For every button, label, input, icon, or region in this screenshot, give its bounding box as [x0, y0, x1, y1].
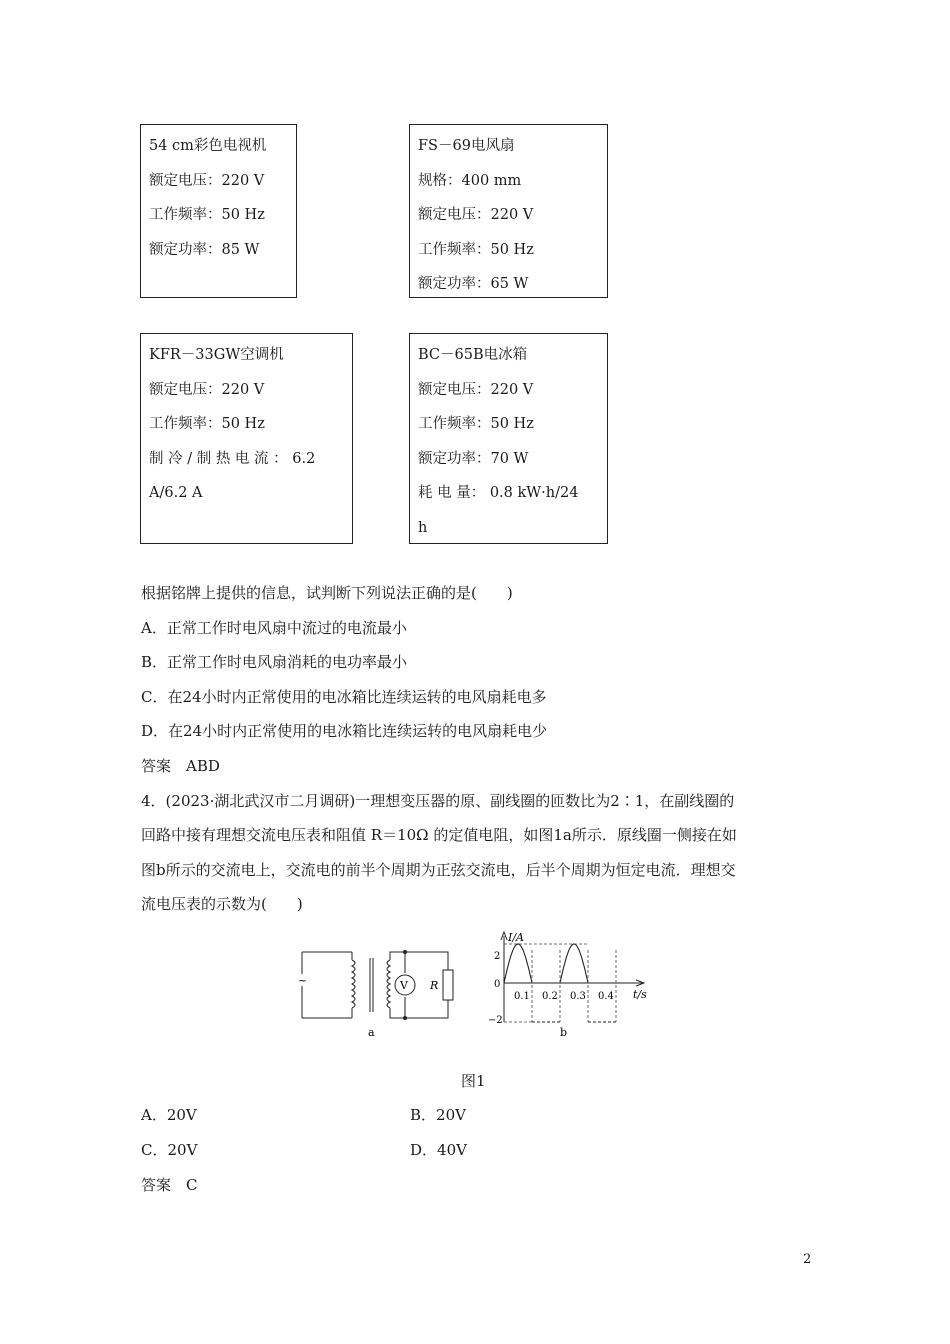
nameplate-fan: [409, 124, 608, 298]
q3-answer: 答案 ABD: [141, 757, 220, 775]
q4-option-c: C．20V: [141, 1141, 198, 1159]
plate-line: 工作频率：50 Hz: [149, 416, 265, 432]
ac-source-symbol: ~: [298, 974, 308, 987]
circuit-diagram: [290, 940, 460, 1040]
plate-line: 额定电压：220 V: [418, 381, 534, 398]
q4-option-a: A．20V: [141, 1106, 197, 1124]
nameplate-fridge: [409, 333, 608, 544]
q3-option-b: B．正常工作时电风扇消耗的电功率最小: [141, 653, 408, 671]
q4-answer: 答案 C: [141, 1176, 198, 1194]
q4-stem-line: 流电压表的示数为( ): [141, 895, 303, 913]
plate-line: h: [418, 519, 428, 536]
plate-line: 额定电压：220 V: [149, 172, 265, 189]
voltmeter-symbol: V: [400, 979, 408, 992]
plate-line: 额定功率：85 W: [149, 241, 260, 258]
x-tick-label: 0.1: [514, 991, 530, 1002]
x-axis-label: t/s: [633, 988, 647, 1001]
q3-stem: 根据铭牌上提供的信息，试判断下列说法正确的是( ): [141, 584, 513, 602]
nameplate-tv: [140, 124, 297, 298]
plate-line: 制 冷 / 制 热 电 流 ： 6.2: [149, 450, 316, 467]
plate-title: KFR－33GW空调机: [149, 347, 284, 363]
q3-option-a: A．正常工作时电风扇中流过的电流最小: [141, 619, 407, 637]
plate-line: 额定功率：65 W: [418, 276, 529, 292]
x-tick-label: 0.3: [570, 991, 586, 1002]
q4-stem-line: 4．(2023·湖北武汉市二月调研)一理想变压器的原、副线圈的匝数比为2∶1，在副线圈的: [141, 792, 735, 810]
plate-line: 工作频率：50 Hz: [418, 416, 534, 432]
nameplate-ac: [140, 333, 353, 544]
y-tick-label: −2: [488, 1015, 503, 1026]
page-number: 2: [803, 1252, 812, 1267]
q4-option-b: B．20V: [410, 1106, 466, 1124]
q3-option-d: D．在24小时内正常使用的电冰箱比连续运转的电风扇耗电少: [141, 722, 548, 740]
q4-stem-line: 回路中接有理想交流电压表和阻值 R＝10Ω 的定值电阻，如图1a所示．原线圈一侧接在如: [141, 826, 737, 844]
q3-option-c: C．在24小时内正常使用的电冰箱比连续运转的电风扇耗电多: [141, 688, 547, 706]
plate-line: 工作频率：50 Hz: [418, 241, 534, 258]
figure-b-label: b: [560, 1026, 568, 1039]
plate-line: 额定电压：220 V: [149, 381, 265, 398]
sine-half-wave: [504, 944, 588, 983]
plate-line: 耗 电 量： 0.8 kW·h/24: [418, 485, 579, 501]
y-axis-label: I/A: [508, 931, 524, 944]
plate-title: FS－69电风扇: [418, 138, 515, 154]
junction-dot: [403, 1016, 407, 1020]
plate-line: 工作频率：50 Hz: [149, 207, 265, 223]
current-graph: [486, 928, 656, 1040]
x-tick-label: 0.4: [598, 991, 614, 1002]
resistor-label: R: [430, 979, 439, 992]
q4-option-d: D．40V: [410, 1141, 467, 1159]
y-tick-label: 2: [494, 951, 501, 962]
figure-caption: 图1: [461, 1072, 486, 1090]
x-tick-label: 0.2: [542, 991, 558, 1002]
plate-title: 54 cm彩色电视机: [149, 138, 267, 154]
q4-stem-line: 图b所示的交流电上，交流电的前半个周期为正弦交流电，后半个周期为恒定电流．理想交: [141, 861, 736, 879]
plate-line: A/6.2 A: [149, 485, 203, 501]
plate-title: BC－65B电冰箱: [418, 347, 528, 363]
plate-line: 规格：400 mm: [418, 172, 522, 189]
junction-dot: [403, 950, 407, 954]
plate-line: 额定功率：70 W: [418, 450, 529, 467]
figure-a-label: a: [368, 1026, 375, 1039]
plate-line: 额定电压：220 V: [418, 207, 534, 223]
y-tick-label: 0: [494, 979, 501, 990]
